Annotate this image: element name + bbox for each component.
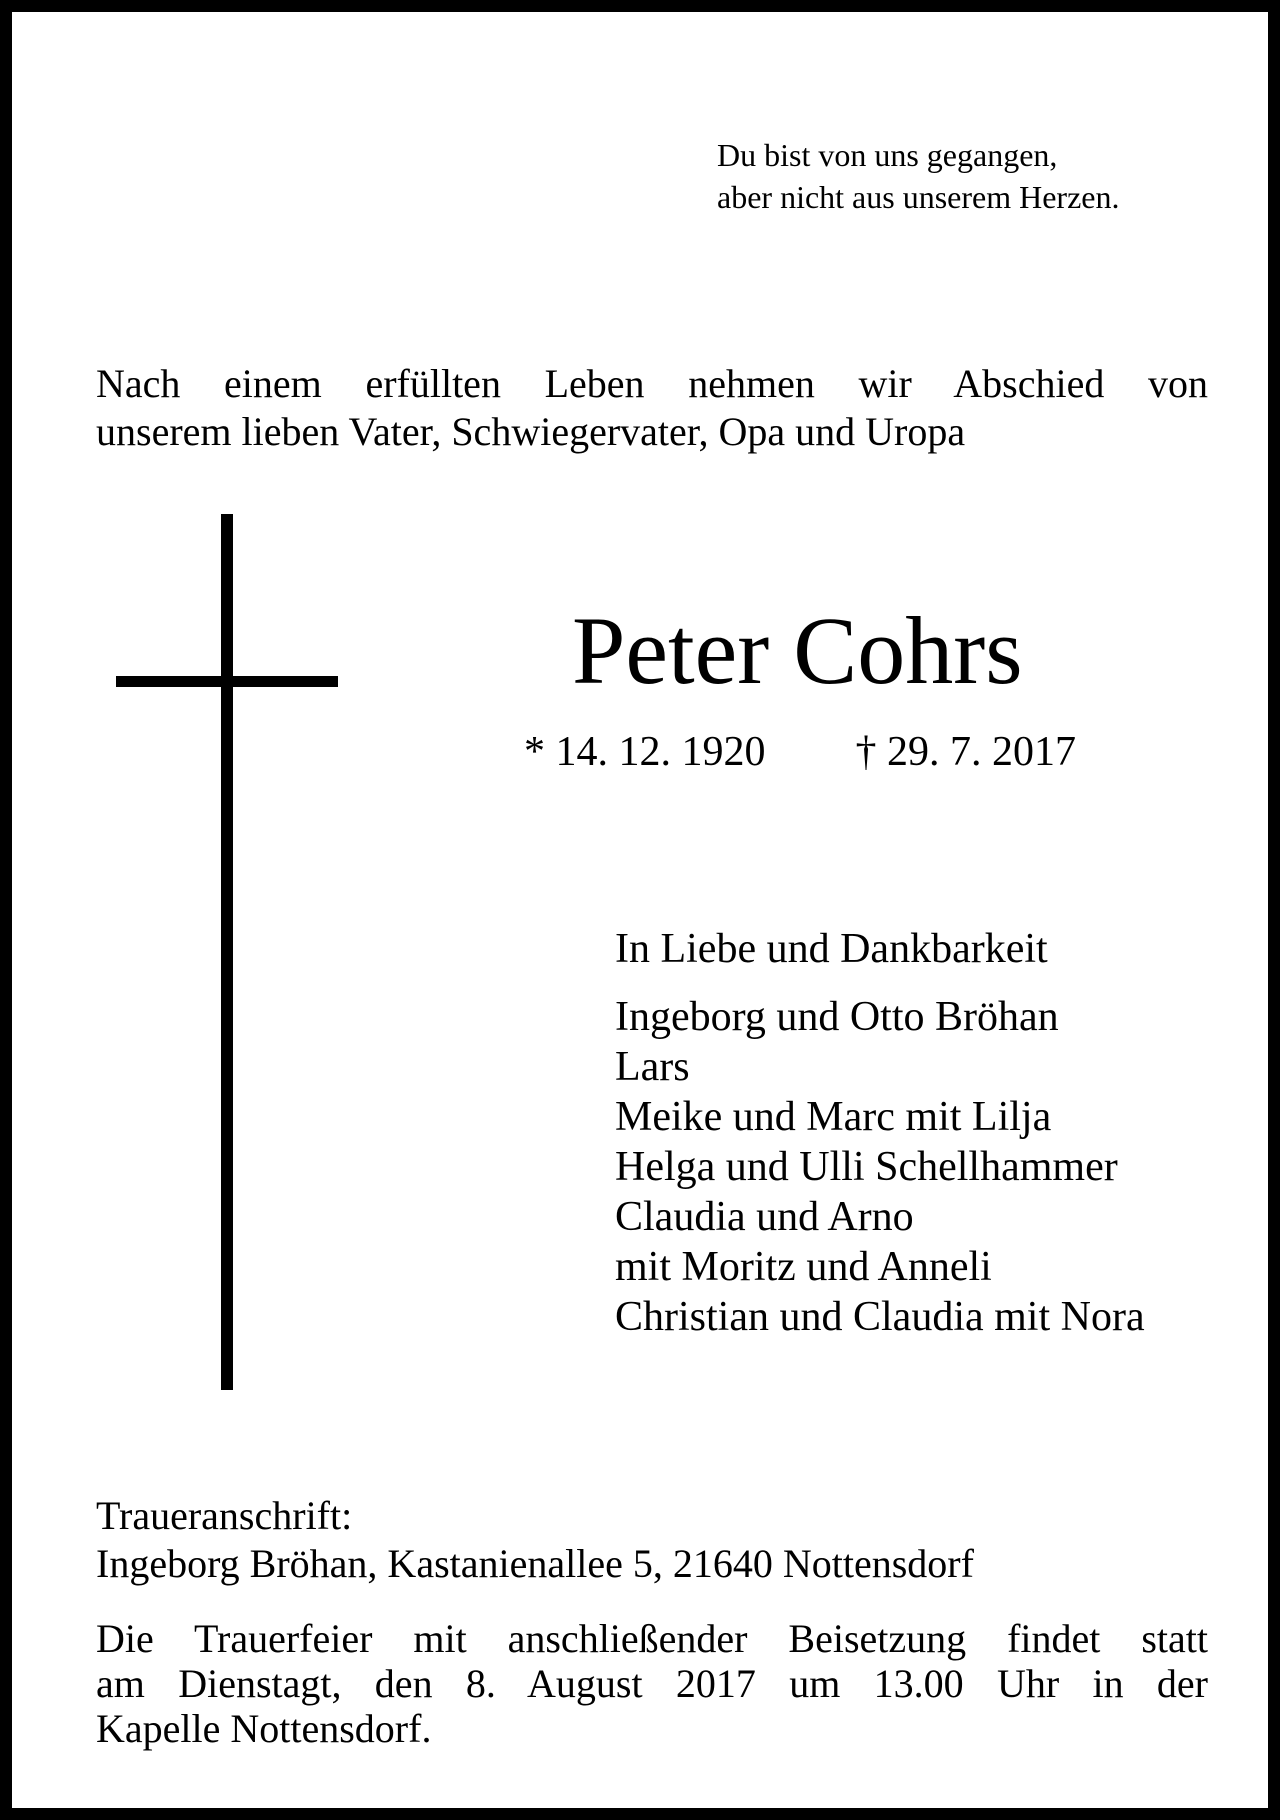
motto-quote	[717, 134, 1119, 218]
mourner-entry: mit Moritz und Anneli	[615, 1244, 992, 1290]
mourning-address-label: Traueranschrift:	[96, 1493, 353, 1538]
mourner-entry: Christian und Claudia mit Nora	[615, 1294, 1145, 1340]
mourner-entry: Meike und Marc mit Lilja	[615, 1094, 1052, 1140]
deceased-name: Peter Cohrs	[572, 597, 1023, 704]
mourner-entry: Claudia und Arno	[615, 1194, 914, 1240]
ceremony-line-3: Kapelle Nottensdorf.	[96, 1706, 432, 1751]
motto-line-1: Du bist von uns gegangen,	[717, 137, 1058, 173]
mourner-entry: Helga und Ulli Schellhammer	[615, 1144, 1118, 1190]
mourner-entry: Ingeborg und Otto Bröhan	[615, 994, 1059, 1040]
mourners-list	[615, 924, 1145, 1342]
cross-vertical-bar	[221, 514, 233, 1390]
ceremony-line-2: am Dienstagt, den 8. August 2017 um 13.00 Uhr in der	[96, 1661, 1208, 1706]
mourning-address-value: Ingeborg Bröhan, Kastanienallee 5, 21640 Nottensdorf	[96, 1541, 974, 1586]
life-dates	[524, 727, 1076, 777]
intro-text	[96, 360, 1208, 456]
cross-horizontal-bar	[116, 676, 338, 687]
birth-date: * 14. 12. 1920	[524, 729, 766, 775]
mourning-address	[96, 1492, 974, 1588]
mourners-heading: In Liebe und Dankbarkeit	[615, 926, 1048, 972]
ceremony-info	[96, 1616, 1208, 1751]
mourner-entry: Lars	[615, 1044, 690, 1090]
motto-line-2: aber nicht aus unserem Herzen.	[717, 179, 1120, 215]
intro-line-2: unserem lieben Vater, Schwiegervater, Opa und Uropa	[96, 409, 966, 454]
intro-line-1: Nach einem erfüllten Leben nehmen wir Abschied von	[96, 361, 1208, 406]
ceremony-line-1: Die Trauerfeier mit anschließender Beisetzung findet statt	[96, 1616, 1208, 1661]
death-date: † 29. 7. 2017	[855, 729, 1076, 775]
